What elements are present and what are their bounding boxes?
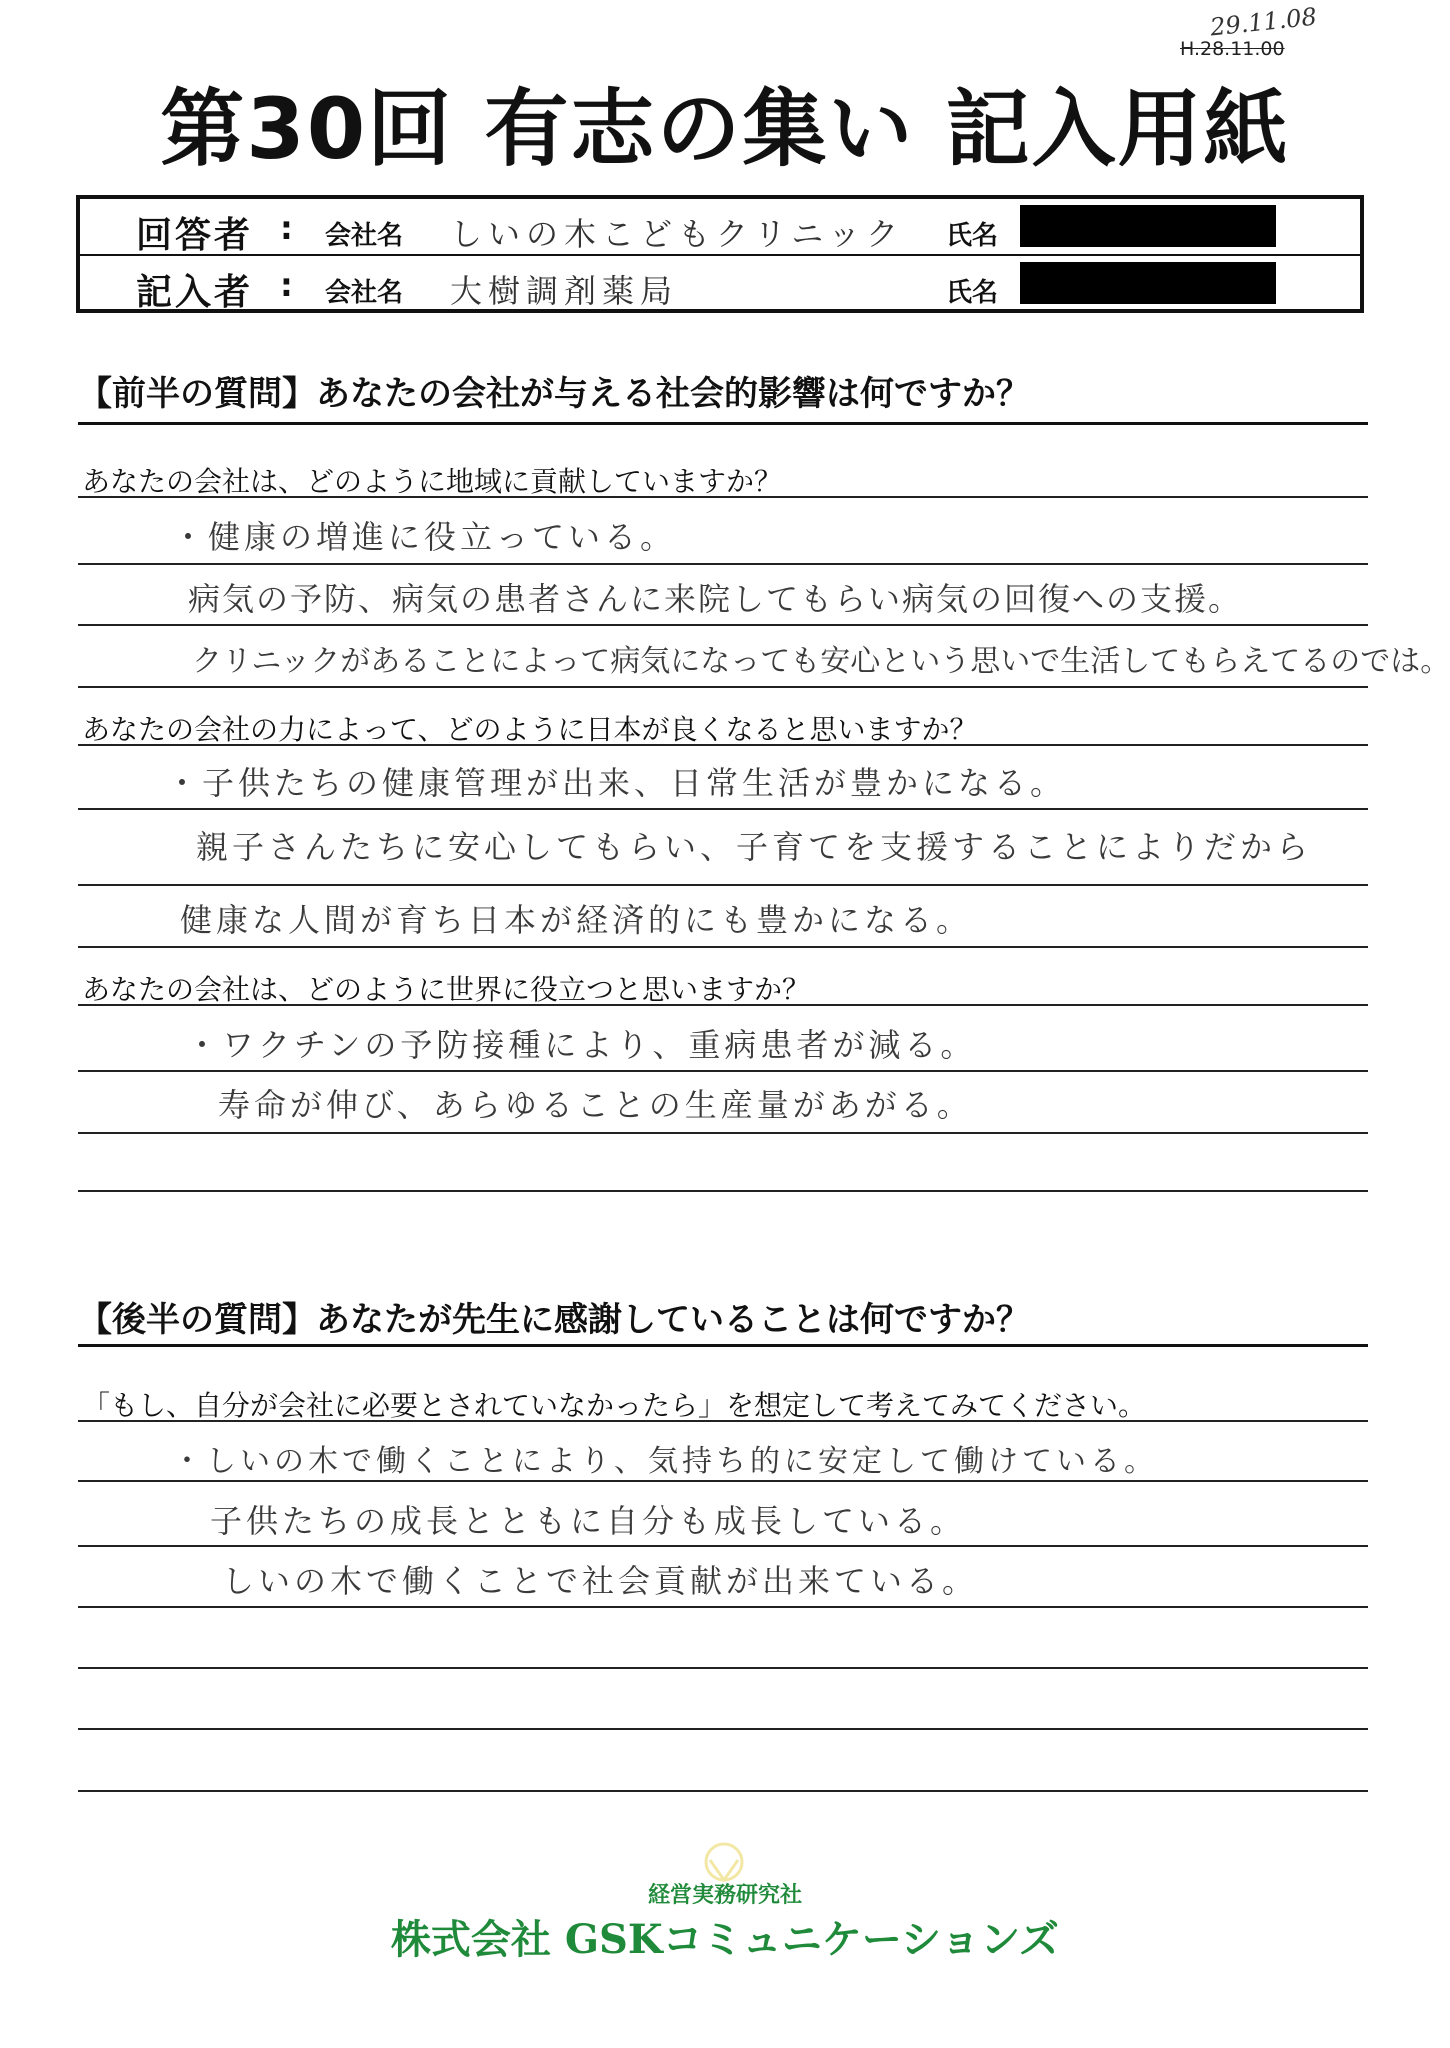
printed-date-text: H.28.11.00 (1180, 38, 1285, 60)
answer-3-line-1: ・ワクチンの予防接種により、重病患者が減る。 (186, 1026, 977, 1064)
rule (78, 1132, 1368, 1134)
rule (78, 1667, 1368, 1669)
rule (78, 744, 1368, 746)
rule (78, 1728, 1368, 1730)
rule (78, 624, 1368, 626)
rule (78, 1070, 1368, 1072)
answer-4-line-3: しいの木で働くことで社会貢献が出来ている。 (222, 1562, 979, 1600)
answer-4-line-2: 子供たちの成長とともに自分も成長している。 (210, 1502, 967, 1540)
writer-name-redacted (1020, 262, 1276, 304)
question-4: 「もし、自分が会社に必要とされていなかったら」を想定して考えてみてください。 (82, 1389, 1147, 1422)
rule (78, 884, 1368, 886)
answer-2-line-3: 健康な人間が育ち日本が経済的にも豊かになる。 (180, 901, 973, 939)
answer-2-line-1: ・子供たちの健康管理が出来、日常生活が豊かになる。 (166, 764, 1067, 802)
rule (78, 1344, 1368, 1347)
rule (78, 1420, 1368, 1422)
rule (78, 1190, 1368, 1192)
question-3: あなたの会社は、どのように世界に役立つと思いますか？ (82, 973, 811, 1006)
answer-3-line-2: 寿命が伸び、あらゆることの生産量があがる。 (218, 1086, 973, 1124)
answer-1-line-3: クリニックがあることによって病気になっても安心という思いで生活してもらえてるのでは。 (192, 644, 1450, 679)
printed-date (1180, 38, 1285, 60)
respondent-info-box (76, 195, 1364, 313)
writer-company-label: 会社名 (325, 278, 404, 308)
rule (78, 1790, 1368, 1792)
respondent-name-redacted (1020, 205, 1276, 247)
rule (78, 946, 1368, 948)
rule (78, 1480, 1368, 1482)
respondent-name-label: 氏名 (946, 221, 999, 251)
respondent-company-label: 会社名 (325, 221, 404, 251)
writer-label: 記入者 (136, 272, 254, 313)
rule (78, 686, 1368, 688)
writer-name-label: 氏名 (946, 278, 999, 308)
answer-4-line-1: ・しいの木で働くことにより、気持ち的に安定して働けている。 (172, 1444, 1158, 1479)
respondent-company-value: しいの木こどもクリニック (450, 215, 905, 253)
rule (78, 1004, 1368, 1006)
rule (78, 1606, 1368, 1608)
question-1: あなたの会社は、どのように地域に貢献していますか？ (82, 465, 783, 498)
question-2: あなたの会社の力によって、どのように日本が良くなると思いますか？ (82, 713, 978, 746)
respondent-row (80, 199, 1360, 256)
second-half-heading: 【後半の質問】あなたが先生に感謝していることは何ですか？ (78, 1300, 1030, 1340)
answer-2-line-2: 親子さんたちに安心してもらい、子育てを支援することによりだから (196, 828, 1313, 866)
respondent-colon: : (280, 209, 293, 247)
answer-1-line-1: ・健康の増進に役立っている。 (172, 518, 677, 556)
respondent-label: 回答者 (136, 215, 254, 256)
rule (78, 563, 1368, 565)
handwritten-date: 29.11.08 (1208, 2, 1319, 42)
answer-1-line-2: 病気の予防、病気の患者さんに来院してもらい病気の回復への支援。 (188, 580, 1243, 618)
rule (78, 1545, 1368, 1547)
footer-company: 株式会社 GSKコミュニケーションズ (390, 1916, 1060, 1963)
rule (78, 808, 1368, 810)
first-half-heading: 【前半の質問】あなたの会社が与える社会的影響は何ですか？ (78, 374, 1030, 414)
rule (78, 422, 1368, 425)
rule (78, 496, 1368, 498)
footer-subtitle: 経営実務研究社 (647, 1883, 802, 1908)
writer-colon: : (280, 266, 293, 304)
writer-row (80, 256, 1360, 311)
form-title: 第30回 有志の集い 記入用紙 (160, 80, 1290, 178)
writer-company-value: 大樹調剤薬局 (450, 272, 679, 310)
